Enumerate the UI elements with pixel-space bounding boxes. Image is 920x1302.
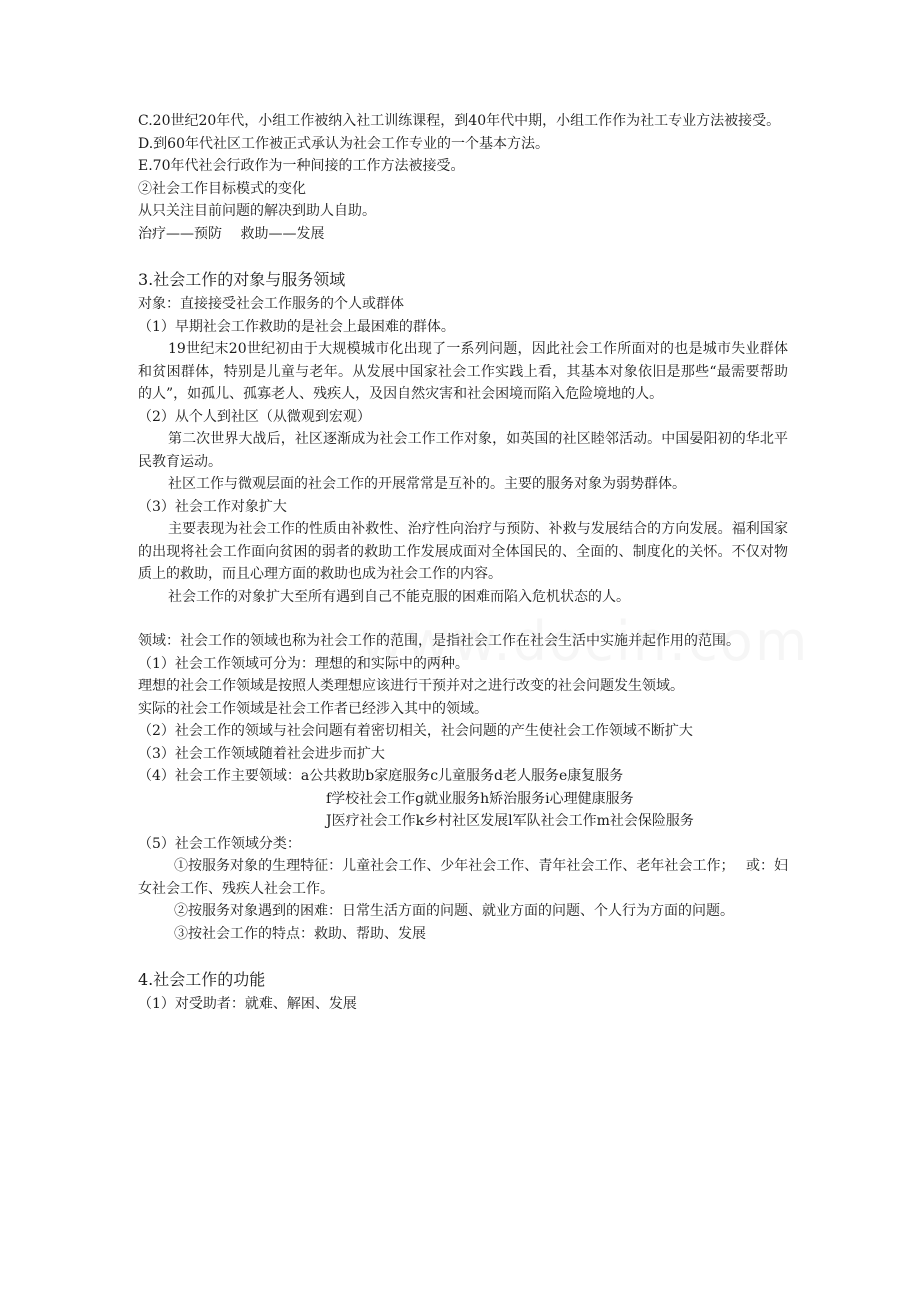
paragraph: （1）早期社会工作救助的是社会上最困难的群体。	[138, 318, 455, 335]
document-body	[138, 110, 788, 1016]
paragraph: ②按服务对象遇到的困难：日常生活方面的问题、就业方面的问题、个人行为方面的问题。	[174, 903, 734, 919]
paragraph: 实际的社会工作领域是社会工作者已经涉入其中的领域。	[138, 700, 488, 717]
paragraph: （2）从个人到社区（从微观到宏观）	[138, 408, 371, 425]
paragraph: f学校社会工作g就业服务h矫治服务i心理健康服务	[326, 790, 634, 807]
spacer	[138, 608, 788, 630]
paragraph: 19世纪末20世纪初由于大规模城市化出现了一系列问题，因此社会工作所面对的也是城市失业群体和贫困群体，特别是儿童与老年。从发展中国家社会工作实践上看，其基本对象依旧是那些“最需要帮助的人”，如孤儿、孤寡老人、残疾人，及因自然灾害和社会困境而陷入危险境地的人。	[138, 341, 788, 402]
paragraph: （2）社会工作的领域与社会问题有着密切相关，社会问题的产生使社会工作领域不断扩大	[138, 723, 693, 739]
spacer	[138, 245, 788, 267]
paragraph: ①按服务对象的生理特征：儿童社会工作、少年社会工作、青年社会工作、老年社会工作； 或：妇女社会工作、残疾人社会工作。	[138, 858, 788, 897]
paragraph: （5）社会工作领域分类：	[138, 835, 301, 852]
paragraph: J医疗社会工作k乡村社区发展l军队社会工作m社会保险服务	[326, 813, 694, 829]
paragraph: 第二次世界大战后，社区逐渐成为社会工作工作对象，如英国的社区睦邻活动。中国晏阳初的华北平民教育运动。	[138, 431, 788, 470]
paragraph: D.到60年代社区工作被正式承认为社会工作专业的一个基本方法。	[138, 135, 549, 152]
paragraph: C.20世纪20年代，小组工作被纳入社工训练课程，到40年代中期，小组工作作为社工专业方法被接受。	[138, 113, 781, 129]
paragraph: 对象：直接接受社会工作服务的个人或群体	[138, 296, 404, 312]
section-heading: 4.社会工作的功能	[138, 970, 266, 989]
paragraph: ②社会工作目标模式的变化	[138, 180, 306, 197]
paragraph: （3）社会工作领域随着社会进步而扩大	[138, 745, 385, 762]
paragraph: （3）社会工作对象扩大	[138, 498, 287, 515]
paragraph: 社会工作的对象扩大至所有遇到自己不能克服的困难而陷入危机状态的人。	[168, 588, 630, 605]
paragraph: 社区工作与微观层面的社会工作的开展常常是互补的。主要的服务对象为弱势群体。	[168, 476, 686, 492]
paragraph: （1）对受助者：就难、解困、发展	[138, 996, 357, 1012]
paragraph: 领域：社会工作的领域也称为社会工作的范围，是指社会工作在社会生活中实施并起作用的范围。	[138, 633, 740, 649]
paragraph: 理想的社会工作领域是按照人类理想应该进行干预并对之进行改变的社会问题发生领域。	[138, 678, 684, 694]
paragraph: （4）社会工作主要领域：a公共救助b家庭服务c儿童服务d老人服务e康复服务	[138, 768, 624, 784]
paragraph: 主要表现为社会工作的性质由补救性、治疗性向治疗与预防、补救与发展结合的方向发展。福利国家的出现将社会工作面向贫困的弱者的救助工作发展成面对全体国民的、全面的、制度化的关怀。不仅对物质上的救助，而且心理方面的救助也成为社会工作的内容。	[138, 521, 788, 582]
section-heading: 3.社会工作的对象与服务领域	[138, 270, 346, 289]
paragraph: 治疗——预防 救助——发展	[138, 225, 325, 242]
paragraph: （1）社会工作领域可分为：理想的和实际中的两种。	[138, 655, 469, 672]
paragraph: 从只关注目前问题的解决到助人自助。	[138, 203, 376, 219]
paragraph: E.70年代社会行政作为一种间接的工作方法被接受。	[138, 158, 465, 174]
paragraph: ③按社会工作的特点：救助、帮助、发展	[174, 925, 426, 942]
spacer	[138, 945, 788, 967]
